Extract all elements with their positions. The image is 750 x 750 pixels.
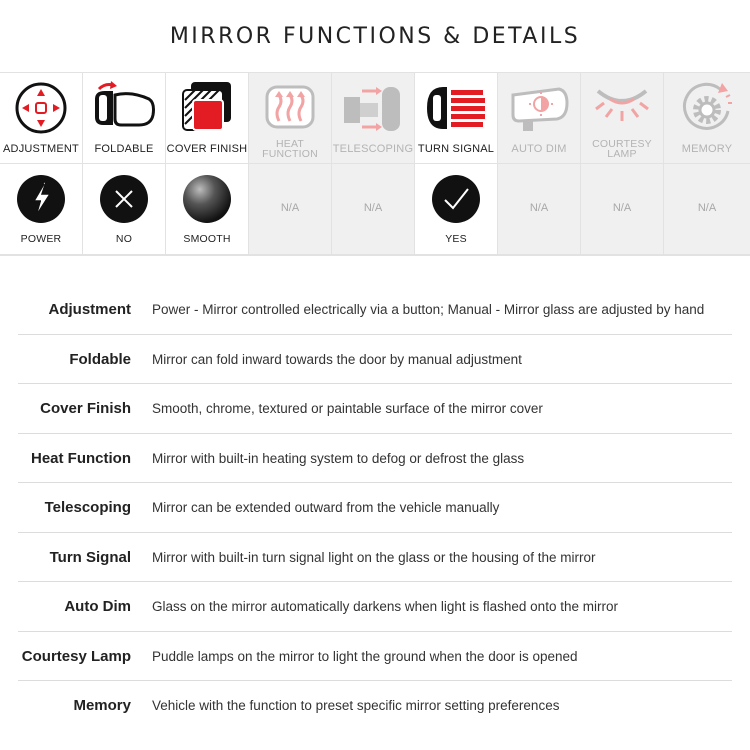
feature-cover-finish xyxy=(166,73,249,164)
value-label: N/A xyxy=(529,202,549,214)
detail-name: Telescoping xyxy=(44,499,131,516)
detail-row xyxy=(18,434,732,484)
feature-telescoping xyxy=(332,73,415,164)
detail-row xyxy=(18,681,732,730)
feature-foldable xyxy=(83,73,166,164)
lightning-icon xyxy=(0,172,82,226)
details-table xyxy=(18,285,732,730)
detail-row xyxy=(18,384,732,434)
value-foldable xyxy=(83,164,166,255)
detail-name: Adjustment xyxy=(48,301,131,318)
feature-grid xyxy=(0,72,750,256)
detail-name: Foldable xyxy=(69,350,131,368)
feature-turn-signal xyxy=(415,73,498,164)
value-label: N/A xyxy=(280,202,300,214)
detail-row xyxy=(18,335,732,385)
detail-description: Power - Mirror controlled electrically via a button; Manual - Mirror glass are adjusted by hand xyxy=(152,302,705,317)
feature-label-line1: COURTESY xyxy=(592,138,652,150)
value-label: YES xyxy=(445,233,467,245)
feature-label: FOLDABLE xyxy=(94,143,154,155)
value-memory xyxy=(664,164,750,255)
value-telescoping xyxy=(332,164,415,255)
detail-name: Turn Signal xyxy=(49,548,131,566)
feature-label: TELESCOPING xyxy=(332,143,414,155)
turn-signal-mirror-icon xyxy=(415,81,497,135)
detail-row xyxy=(18,582,732,632)
detail-description: Smooth, chrome, textured or paintable surface of the mirror cover xyxy=(152,401,543,416)
detail-name: Memory xyxy=(73,697,131,714)
adjustment-arrows-icon xyxy=(0,81,82,135)
detail-description: Puddle lamps on the mirror to light the ground when the door is opened xyxy=(152,648,578,664)
detail-description: Glass on the mirror automatically darkens when light is flashed onto the mirror xyxy=(152,599,618,614)
value-label: N/A xyxy=(612,202,632,214)
heated-mirror-icon xyxy=(249,81,331,135)
folding-mirror-icon xyxy=(83,81,165,135)
value-label: N/A xyxy=(363,202,383,214)
value-courtesy-lamp xyxy=(581,164,664,255)
auto-dim-mirror-icon xyxy=(498,81,580,135)
feature-label-line2: LAMP xyxy=(607,148,637,160)
feature-label: COVER FINISH xyxy=(166,143,248,155)
detail-row xyxy=(18,632,732,682)
detail-description: Mirror with built-in heating system to defog or defrost the glass xyxy=(152,450,525,466)
cover-finish-icon xyxy=(166,81,248,135)
feature-memory xyxy=(664,73,750,164)
detail-description: Mirror can be extended outward from the vehicle manually xyxy=(152,500,500,515)
telescoping-mirror-icon xyxy=(332,81,414,135)
feature-label: AUTO DIM xyxy=(511,143,567,155)
value-label: SMOOTH xyxy=(183,233,231,245)
feature-label: ADJUSTMENT xyxy=(3,143,79,155)
detail-description: Vehicle with the function to preset specific mirror setting preferences xyxy=(152,698,560,713)
value-auto-dim xyxy=(498,164,581,255)
check-mark-icon xyxy=(415,172,497,226)
value-label: N/A xyxy=(697,202,717,214)
feature-heat-function xyxy=(249,73,332,164)
value-label: NO xyxy=(115,233,133,245)
feature-label-line2: FUNCTION xyxy=(262,148,318,160)
feature-label: TURN SIGNAL xyxy=(417,143,495,155)
feature-label xyxy=(249,139,331,159)
detail-name: Courtesy Lamp xyxy=(21,647,131,665)
x-mark-icon xyxy=(83,172,165,226)
detail-row xyxy=(18,533,732,583)
feature-label: MEMORY xyxy=(681,143,733,155)
feature-auto-dim xyxy=(498,73,581,164)
value-cover-finish xyxy=(166,164,249,255)
detail-name: Heat Function xyxy=(31,449,131,467)
detail-name: Auto Dim xyxy=(64,598,131,615)
feature-label-line1: HEAT xyxy=(275,138,305,150)
detail-row xyxy=(18,285,732,335)
feature-label xyxy=(581,139,663,159)
detail-row xyxy=(18,483,732,533)
feature-adjustment xyxy=(0,73,83,164)
memory-gear-icon xyxy=(664,81,750,135)
courtesy-lamp-icon xyxy=(581,81,663,135)
value-adjustment xyxy=(0,164,83,255)
detail-description: Mirror can fold inward towards the door by manual adjustment xyxy=(152,351,522,367)
detail-description: Mirror with built-in turn signal light on the glass or the housing of the mirror xyxy=(152,549,596,565)
page-title: MIRROR FUNCTIONS & DETAILS xyxy=(169,24,581,49)
value-label: POWER xyxy=(20,233,62,245)
value-turn-signal xyxy=(415,164,498,255)
smooth-sphere-icon xyxy=(166,172,248,226)
detail-name: Cover Finish xyxy=(40,400,131,417)
feature-courtesy-lamp xyxy=(581,73,664,164)
value-heat-function xyxy=(249,164,332,255)
